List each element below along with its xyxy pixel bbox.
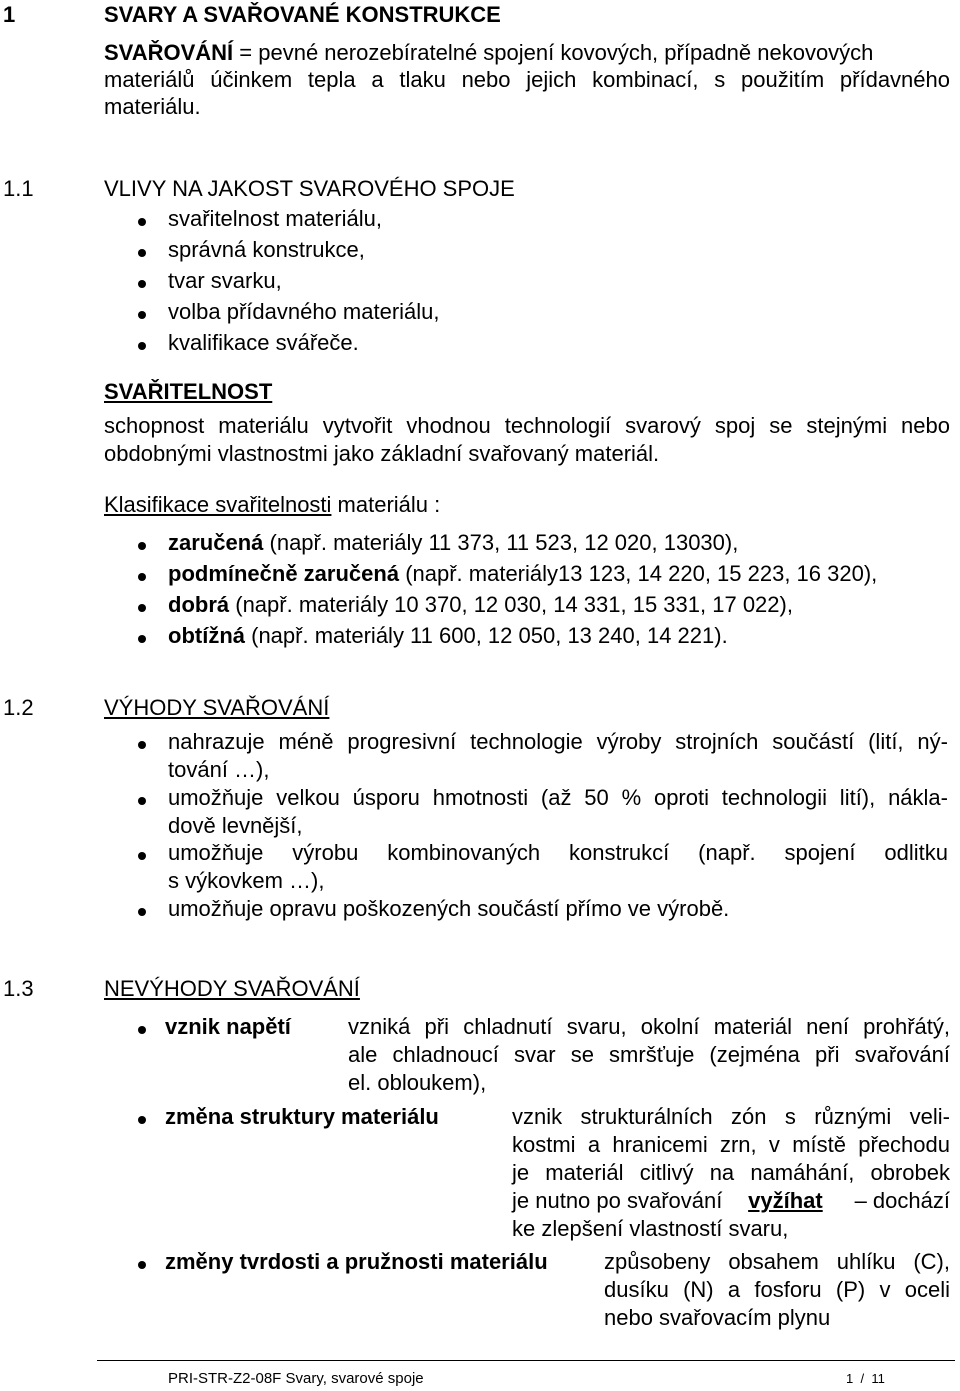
bullet <box>138 311 146 319</box>
section-title: SVARY A SVAŘOVANÉ KONSTRUKCE <box>104 2 501 27</box>
bullet <box>138 741 146 749</box>
highlighted-term: vyžíhat <box>748 1188 823 1213</box>
list-item: kvalifikace svářeče. <box>168 330 359 355</box>
disadvantage-line: dusíku (N) a fosforu (P) v oceli <box>604 1277 950 1302</box>
list-item: obtížná (např. materiály 11 600, 12 050, 13 240, 14 221). <box>168 623 728 648</box>
bullet <box>138 573 146 581</box>
disadvantage-line: ke zlepšení vlastností svaru, <box>512 1216 789 1241</box>
footer-document-name: PRI-STR-Z2-08F Svary, svarové spoje <box>168 1370 424 1387</box>
section-title: NEVÝHODY SVAŘOVÁNÍ <box>104 976 360 1001</box>
bullet <box>138 852 146 860</box>
list-item-line: umožňuje výrobu kombinovaných konstrukcí (např. spojení odlitku <box>168 840 948 865</box>
disadvantage-line: vzniká při chladnutí svaru, okolní materiál není prohřátý, <box>348 1014 950 1039</box>
bullet <box>138 280 146 288</box>
definition-line-2: materiálů účinkem tepla a tlaku nebo jejich kombinací, s použitím přídavného <box>104 67 950 92</box>
disadvantage-term: změny tvrdosti a pružnosti materiálu <box>165 1249 548 1274</box>
disadvantage-term: změna struktury materiálu <box>165 1104 439 1129</box>
bullet <box>138 1116 146 1124</box>
list-item: tvar svarku, <box>168 268 282 293</box>
disadvantage-line: způsobeny obsahem uhlíku (C), <box>604 1249 950 1274</box>
bullet <box>138 218 146 226</box>
paragraph-line: obdobnými vlastnostmi jako základní svařovaný materiál. <box>104 441 660 466</box>
classification-heading: Klasifikace svařitelnosti materiálu : <box>104 492 441 517</box>
section-number: 1 <box>3 2 16 27</box>
list-item: volba přídavného materiálu, <box>168 299 440 324</box>
disadvantage-line: je materiál citlivý na namáhání, obrobek <box>512 1160 950 1185</box>
section-number: 1.2 <box>3 695 34 720</box>
bullet <box>138 604 146 612</box>
list-item-line: umožňuje velkou úsporu hmotnosti (až 50 % oproti technologii lití), nákla- <box>168 785 948 810</box>
bullet <box>138 1261 146 1269</box>
section-number: 1.1 <box>3 176 34 201</box>
disadvantage-term: vznik napětí <box>165 1014 291 1039</box>
bullet <box>138 908 146 916</box>
paragraph-line: schopnost materiálu vytvořit vhodnou technologií svarový spoj se stejnými nebo <box>104 413 950 438</box>
list-item-line: nahrazuje méně progresivní technologie výroby strojních součástí (lití, ný- <box>168 729 948 754</box>
disadvantage-line: vznik strukturálních zón s různými veli- <box>512 1104 950 1129</box>
disadvantage-line: je nutno po svařování vyžíhat – dochází <box>512 1188 950 1213</box>
bullet <box>138 797 146 805</box>
list-item: dobrá (např. materiály 10 370, 12 030, 14 331, 15 331, 17 022), <box>168 592 793 617</box>
list-item: zaručená (např. materiály 11 373, 11 523, 12 020, 13030), <box>168 530 739 555</box>
section-number: 1.3 <box>3 976 34 1001</box>
list-item-line: dově levnější, <box>168 813 303 838</box>
bullet <box>138 635 146 643</box>
bullet <box>138 542 146 550</box>
bullet <box>138 1026 146 1034</box>
list-item-line: s výkovkem …), <box>168 868 325 893</box>
list-item: správná konstrukce, <box>168 237 365 262</box>
list-item: svařitelnost materiálu, <box>168 206 382 231</box>
list-item: podmínečně zaručená (např. materiály13 123, 14 220, 15 223, 16 320), <box>168 561 878 586</box>
list-item-line: tování …), <box>168 757 270 782</box>
bullet <box>138 342 146 350</box>
disadvantage-line: ale chladnoucí svar se smršťuje (zejména při svařování <box>348 1042 950 1067</box>
subheading: SVAŘITELNOST <box>104 379 273 404</box>
definition-line-3: materiálu. <box>104 94 201 119</box>
section-title: VLIVY NA JAKOST SVAROVÉHO SPOJE <box>104 176 515 201</box>
disadvantage-line: el. obloukem), <box>348 1070 487 1095</box>
bullet <box>138 249 146 257</box>
footer-rule <box>97 1360 955 1361</box>
definition-line-1: SVAŘOVÁNÍ = pevné nerozebíratelné spojení kovových, případně nekovových <box>104 40 874 65</box>
list-item-line: umožňuje opravu poškozených součástí přímo ve výrobě. <box>168 896 730 921</box>
footer-page-number: 1 / 11 <box>846 1371 885 1386</box>
disadvantage-line: nebo svařovacím plynu <box>604 1305 831 1330</box>
section-title: VÝHODY SVAŘOVÁNÍ <box>104 695 330 720</box>
definition-term: SVAŘOVÁNÍ <box>104 40 234 65</box>
disadvantage-line: kostmi a hranicemi zrn, v místě přechodu <box>512 1132 950 1157</box>
